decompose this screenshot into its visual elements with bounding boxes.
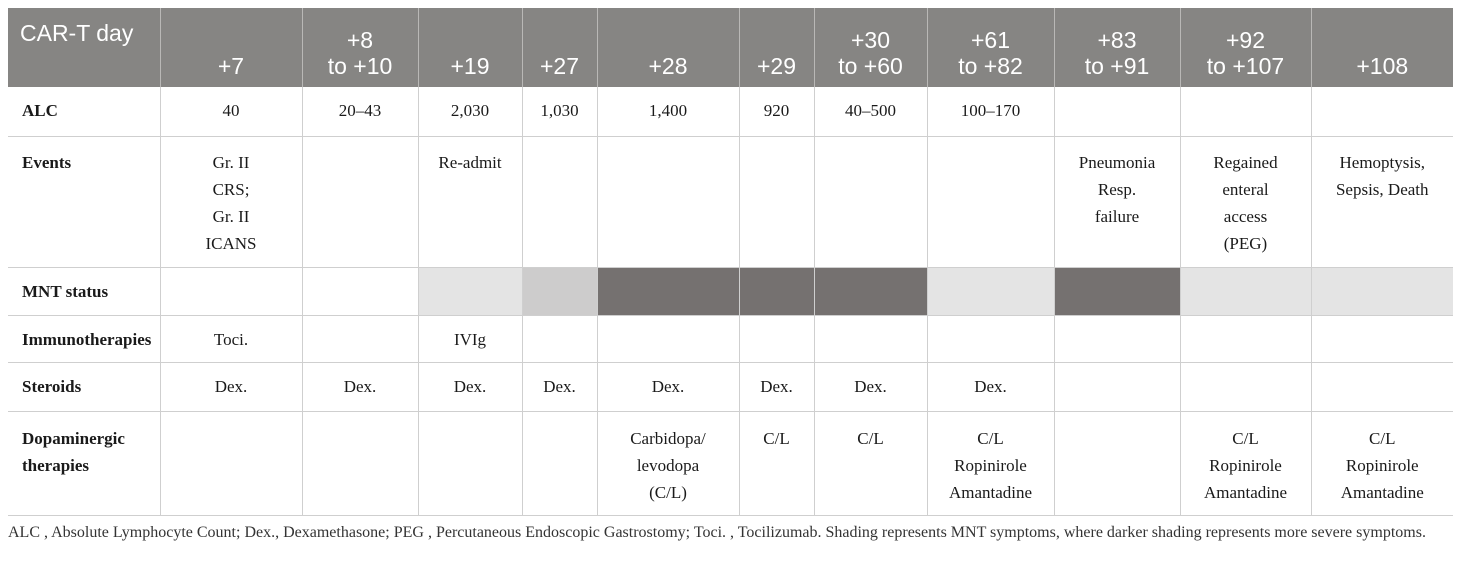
row-label-events: Events <box>8 136 160 267</box>
row-label-dopaminergic-therapies <box>8 411 160 515</box>
row-label-immunotherapies: Immunotherapies <box>8 315 160 362</box>
cell-text-line: C/L <box>1232 428 1259 448</box>
cell-text-line: Ropinirole <box>954 455 1027 475</box>
steroids-cell <box>302 362 418 411</box>
header-day-8 <box>1054 8 1180 87</box>
row-label-line: therapies <box>22 455 90 475</box>
cell-text-line: Ropinirole <box>1345 455 1419 475</box>
cell-text-line: IVIg <box>453 329 487 349</box>
dopaminergic-therapies-cell <box>739 411 814 515</box>
row-steroids <box>8 362 1453 411</box>
steroids-cell <box>522 362 597 411</box>
cell-text-line: C/L <box>857 428 884 448</box>
cell-text-line: levodopa <box>636 455 700 475</box>
header-day-line: to +107 <box>1206 53 1285 79</box>
steroids-cell <box>1054 362 1180 411</box>
cell-text-line: 40–500 <box>845 101 896 120</box>
dopaminergic-therapies-cell <box>814 411 927 515</box>
events-cell <box>302 136 418 267</box>
alc-cell <box>927 87 1054 136</box>
header-day-line: to +82 <box>958 53 1023 79</box>
cell-text-line: C/L <box>977 428 1004 448</box>
alc-cell <box>302 87 418 136</box>
cell-text-line: Carbidopa/ <box>630 428 706 448</box>
header-day-6 <box>814 8 927 87</box>
cell-text-line: Dex. <box>651 376 685 396</box>
header-day-line: to +60 <box>838 53 903 79</box>
dopaminergic-therapies-cell <box>927 411 1054 515</box>
steroids-cell <box>739 362 814 411</box>
cell-text-line: 920 <box>763 101 790 120</box>
mnt-status-cell-dark <box>1054 267 1180 315</box>
header-day-line: +30 <box>850 27 890 53</box>
alc-cell <box>597 87 739 136</box>
cell-text-line: Ropinirole <box>1209 455 1282 475</box>
header-day-line: +19 <box>450 53 490 79</box>
header-day-3 <box>522 8 597 87</box>
alc-cell <box>739 87 814 136</box>
events-cell <box>522 136 597 267</box>
cell-text-line: Resp. <box>1097 179 1137 199</box>
row-label-line: Dopaminergic <box>22 428 125 448</box>
events-cell <box>1054 136 1180 267</box>
header-day-line: +29 <box>756 53 796 79</box>
cell-text-line: Regained <box>1213 152 1278 172</box>
row-dopaminergic-therapies <box>8 411 1453 515</box>
header-day-10 <box>1311 8 1453 87</box>
header-day-line: +28 <box>648 53 688 79</box>
header-day-9 <box>1180 8 1311 87</box>
row-alc <box>8 87 1453 136</box>
alc-cell <box>1054 87 1180 136</box>
immunotherapies-cell <box>1054 315 1180 362</box>
header-day-5 <box>739 8 814 87</box>
cell-text-line: 20–43 <box>338 101 382 120</box>
header-day-line: to +10 <box>327 53 393 79</box>
immunotherapies-cell <box>597 315 739 362</box>
cell-text-line: Dex. <box>854 376 887 396</box>
alc-cell <box>814 87 927 136</box>
cell-text-line: Dex. <box>974 376 1007 396</box>
cell-text-line: ICANS <box>205 233 257 253</box>
row-label-mnt-status: MNT status <box>8 267 160 315</box>
events-cell <box>1311 136 1453 267</box>
header-day-line: +7 <box>217 53 245 79</box>
cell-text-line: 40 <box>222 101 240 120</box>
header-row <box>8 8 1453 87</box>
header-day-line: +8 <box>346 27 374 53</box>
dopaminergic-therapies-cell <box>1054 411 1180 515</box>
mnt-status-cell-light <box>927 267 1054 315</box>
events-cell <box>814 136 927 267</box>
cell-text-line: 2,030 <box>450 101 490 120</box>
alc-cell <box>418 87 522 136</box>
cell-text-line: 1,400 <box>648 101 688 120</box>
car-t-timeline-table-container <box>8 8 1453 516</box>
dopaminergic-therapies-cell <box>418 411 522 515</box>
cell-text-line: Re-admit <box>438 152 502 172</box>
mnt-status-cell-dark <box>814 267 927 315</box>
cell-text-line: 100–170 <box>960 101 1021 120</box>
cell-text-line: (PEG) <box>1223 233 1268 253</box>
events-cell <box>597 136 739 267</box>
cell-text-line: C/L <box>763 428 790 448</box>
header-day-line: to +91 <box>1084 53 1150 79</box>
mnt-status-cell-dark <box>739 267 814 315</box>
cell-text-line: Gr. II <box>212 152 250 172</box>
steroids-cell <box>927 362 1054 411</box>
dopaminergic-therapies-cell <box>522 411 597 515</box>
cell-text-line: Amantadine <box>1203 482 1288 502</box>
steroids-cell <box>1180 362 1311 411</box>
dopaminergic-therapies-cell <box>160 411 302 515</box>
immunotherapies-cell <box>1180 315 1311 362</box>
cell-text-line: Sepsis, Death <box>1335 179 1429 199</box>
cell-text-line: failure <box>1094 206 1140 226</box>
header-day-line: +83 <box>1097 27 1137 53</box>
immunotherapies-cell <box>927 315 1054 362</box>
header-day-1 <box>302 8 418 87</box>
events-cell <box>1180 136 1311 267</box>
cell-text-line: enteral <box>1222 179 1269 199</box>
cell-text-line: CRS; <box>212 179 250 199</box>
steroids-cell <box>160 362 302 411</box>
header-day-7 <box>927 8 1054 87</box>
cell-text-line: Dex. <box>543 376 576 396</box>
cell-text-line: 1,030 <box>540 101 579 120</box>
row-events <box>8 136 1453 267</box>
car-t-timeline-table <box>8 8 1453 516</box>
events-cell <box>927 136 1054 267</box>
cell-text-line: Pneumonia <box>1078 152 1156 172</box>
cell-text-line: Amantadine <box>948 482 1033 502</box>
mnt-status-cell-dark <box>597 267 739 315</box>
cell-text-line: Hemoptysis, <box>1339 152 1425 172</box>
dopaminergic-therapies-cell <box>597 411 739 515</box>
row-label-alc: ALC <box>8 87 160 136</box>
cell-text-line: Dex. <box>214 376 248 396</box>
header-day-4 <box>597 8 739 87</box>
header-day-line: +61 <box>970 27 1010 53</box>
events-cell <box>160 136 302 267</box>
steroids-cell <box>597 362 739 411</box>
cell-text-line: (C/L) <box>649 482 687 502</box>
mnt-status-cell-light <box>1180 267 1311 315</box>
immunotherapies-cell <box>522 315 597 362</box>
immunotherapies-cell <box>739 315 814 362</box>
events-cell <box>418 136 522 267</box>
cell-text-line: Toci. <box>213 329 249 349</box>
alc-cell <box>1180 87 1311 136</box>
dopaminergic-therapies-cell <box>1311 411 1453 515</box>
header-day-2 <box>418 8 522 87</box>
cell-text-line: Dex. <box>453 376 487 396</box>
cell-text-line: Gr. II <box>212 206 250 226</box>
immunotherapies-cell <box>1311 315 1453 362</box>
mnt-status-cell-medium <box>522 267 597 315</box>
cell-text-line: C/L <box>1369 428 1396 448</box>
events-cell <box>739 136 814 267</box>
immunotherapies-cell <box>160 315 302 362</box>
dopaminergic-therapies-cell <box>302 411 418 515</box>
immunotherapies-cell <box>418 315 522 362</box>
cell-text-line: Amantadine <box>1340 482 1424 502</box>
header-day-0 <box>160 8 302 87</box>
header-corner-label: CAR-T day <box>8 8 160 87</box>
row-immunotherapies <box>8 315 1453 362</box>
mnt-status-cell-none <box>302 267 418 315</box>
table-footnote: ALC , Absolute Lymphocyte Count; Dex., Dexamethasone; PEG , Percutaneous Endoscopic Gastrostomy; Toci. , Tocilizumab. Shading represents MNT symptoms, where darker shading represents more severe symptoms. <box>8 524 1426 541</box>
alc-cell <box>522 87 597 136</box>
header-day-line: +108 <box>1356 53 1409 79</box>
cell-text-line: Dex. <box>343 376 377 396</box>
immunotherapies-cell <box>302 315 418 362</box>
dopaminergic-therapies-cell <box>1180 411 1311 515</box>
steroids-cell <box>814 362 927 411</box>
row-mnt-status <box>8 267 1453 315</box>
header-day-line: +92 <box>1225 27 1265 53</box>
steroids-cell <box>1311 362 1453 411</box>
row-label-steroids: Steroids <box>8 362 160 411</box>
mnt-status-cell-none <box>160 267 302 315</box>
header-day-line: +27 <box>539 53 579 79</box>
alc-cell <box>1311 87 1453 136</box>
steroids-cell <box>418 362 522 411</box>
mnt-status-cell-light <box>418 267 522 315</box>
cell-text-line: access <box>1223 206 1268 226</box>
mnt-status-cell-light <box>1311 267 1453 315</box>
cell-text-line: Dex. <box>760 376 793 396</box>
immunotherapies-cell <box>814 315 927 362</box>
alc-cell <box>160 87 302 136</box>
